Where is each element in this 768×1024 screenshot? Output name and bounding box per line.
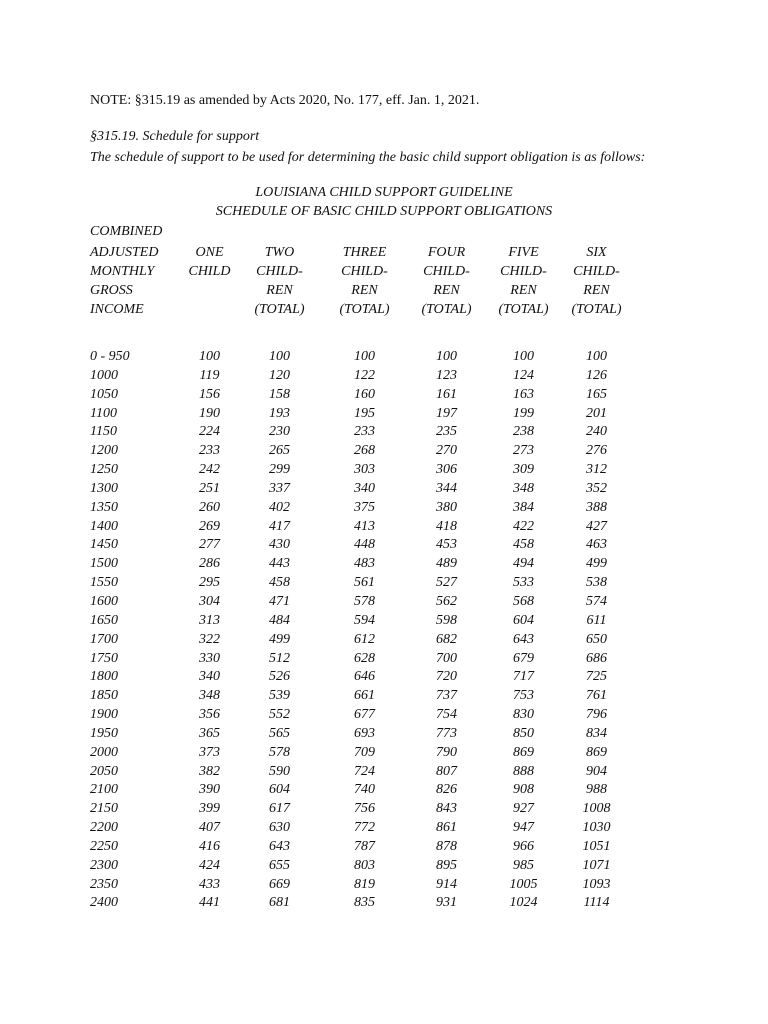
obligation-cell: 119	[199, 367, 220, 383]
obligation-cell: 382	[199, 763, 220, 779]
obligation-cell: 413	[354, 518, 375, 534]
header-line: MONTHLY	[90, 264, 155, 279]
obligation-cell: 538	[586, 575, 607, 591]
obligation-cell: 356	[199, 707, 220, 723]
income-cell: 1250	[90, 462, 118, 478]
obligation-cell: 340	[354, 480, 375, 496]
obligation-cell: 869	[586, 744, 607, 760]
income-cell: 1900	[90, 707, 118, 723]
header-two-children-column	[242, 243, 317, 319]
obligation-cell: 661	[354, 688, 375, 704]
obligation-cell: 269	[199, 518, 220, 534]
obligation-cell: 453	[436, 537, 457, 553]
obligation-cell: 526	[269, 669, 290, 685]
income-cell: 1200	[90, 443, 118, 459]
income-cell: 2100	[90, 782, 118, 798]
obligation-cell: 448	[354, 537, 375, 553]
obligation-cell: 276	[586, 443, 607, 459]
income-cell: 2350	[90, 876, 118, 892]
table-row	[0, 725, 768, 744]
obligation-cell: 914	[436, 876, 457, 892]
table-row	[0, 819, 768, 838]
obligation-cell: 313	[199, 612, 220, 628]
obligation-cell: 373	[199, 744, 220, 760]
income-cell: 1600	[90, 593, 118, 609]
table-row	[0, 857, 768, 876]
obligation-cell: 230	[269, 424, 290, 440]
obligation-cell: 724	[354, 763, 375, 779]
obligation-cell: 869	[513, 744, 534, 760]
obligation-cell: 850	[513, 725, 534, 741]
obligation-cell: 348	[513, 480, 534, 496]
obligation-cell: 966	[513, 838, 534, 854]
obligation-cell: 295	[199, 575, 220, 591]
header-line: INCOME	[90, 302, 144, 317]
income-cell: 2150	[90, 801, 118, 817]
obligation-cell: 819	[354, 876, 375, 892]
obligation-cell: 165	[586, 386, 607, 402]
income-cell: 1550	[90, 575, 118, 591]
obligation-cell: 552	[269, 707, 290, 723]
obligation-cell: 594	[354, 612, 375, 628]
obligation-cell: 443	[269, 556, 290, 572]
income-cell: 0 - 950	[90, 349, 130, 364]
obligation-cell: 499	[269, 631, 290, 647]
obligation-cell: 1071	[582, 857, 611, 873]
header-line: FIVE	[508, 245, 539, 260]
obligation-cell: 195	[354, 405, 375, 421]
obligation-cell: 463	[586, 537, 607, 553]
header-line: THREE	[342, 245, 387, 260]
obligation-cell: 725	[586, 669, 607, 685]
header-five-children-column	[486, 243, 561, 319]
table-row	[0, 894, 768, 913]
obligation-cell: 337	[269, 480, 290, 496]
obligation-cell: 303	[354, 462, 375, 478]
header-line: CHILD-	[500, 264, 547, 279]
income-cell: 1750	[90, 650, 118, 666]
obligation-cell: 340	[199, 669, 220, 685]
obligation-cell: 643	[269, 838, 290, 854]
obligation-cell: 100	[269, 349, 290, 364]
obligation-cell: 483	[354, 556, 375, 572]
obligation-cell: 122	[354, 367, 375, 383]
obligation-cell: 679	[513, 650, 534, 666]
obligation-cell: 100	[199, 349, 220, 364]
obligation-cell: 533	[513, 575, 534, 591]
obligation-cell: 773	[436, 725, 457, 741]
obligation-cell: 700	[436, 650, 457, 666]
obligation-cell: 238	[513, 424, 534, 440]
obligation-cell: 927	[513, 801, 534, 817]
obligation-cell: 433	[199, 876, 220, 892]
obligation-cell: 1114	[583, 895, 610, 911]
obligation-cell: 628	[354, 650, 375, 666]
table-row	[0, 593, 768, 612]
obligation-cell: 306	[436, 462, 457, 478]
table-row	[0, 706, 768, 725]
obligation-cell: 224	[199, 424, 220, 440]
obligation-cell: 270	[436, 443, 457, 459]
obligation-cell: 803	[354, 857, 375, 873]
obligation-cell: 375	[354, 499, 375, 515]
header-one-child-column	[172, 243, 247, 281]
obligation-cell: 772	[354, 820, 375, 836]
obligation-cell: 197	[436, 405, 457, 421]
header-line: TWO	[264, 245, 295, 260]
obligation-cell: 416	[199, 838, 220, 854]
table-row	[0, 574, 768, 593]
obligation-cell: 309	[513, 462, 534, 478]
obligation-cell: 160	[354, 386, 375, 402]
income-cell: 2400	[90, 895, 118, 911]
obligation-cell: 407	[199, 820, 220, 836]
obligation-cell: 458	[269, 575, 290, 591]
table-row	[0, 442, 768, 461]
header-line: FOUR	[427, 245, 466, 260]
income-cell: 1800	[90, 669, 118, 685]
obligation-cell: 1005	[509, 876, 538, 892]
obligation-cell: 277	[199, 537, 220, 553]
income-cell: 1850	[90, 688, 118, 704]
header-line: (TOTAL)	[254, 302, 305, 317]
obligation-cell: 988	[586, 782, 607, 798]
income-cell: 1000	[90, 367, 118, 383]
table-row	[0, 800, 768, 819]
obligation-cell: 390	[199, 782, 220, 798]
obligation-cell: 931	[436, 895, 457, 911]
table-row	[0, 631, 768, 650]
obligation-cell: 268	[354, 443, 375, 459]
income-cell: 1300	[90, 480, 118, 496]
obligation-cell: 611	[586, 612, 607, 628]
obligation-cell: 574	[586, 593, 607, 609]
table-row	[0, 536, 768, 555]
obligation-cell: 904	[586, 763, 607, 779]
obligation-cell: 1030	[582, 820, 611, 836]
table-row	[0, 367, 768, 386]
income-cell: 2250	[90, 838, 118, 854]
obligation-cell: 201	[586, 405, 607, 421]
header-combined: COMBINED	[90, 224, 163, 239]
obligation-cell: 681	[269, 895, 290, 911]
obligation-cell: 352	[586, 480, 607, 496]
table-row	[0, 555, 768, 574]
obligation-cell: 630	[269, 820, 290, 836]
obligation-cell: 754	[436, 707, 457, 723]
obligation-cell: 427	[586, 518, 607, 534]
obligation-cell: 895	[436, 857, 457, 873]
obligation-cell: 499	[586, 556, 607, 572]
header-line: CHILD-	[423, 264, 470, 279]
obligation-cell: 888	[513, 763, 534, 779]
obligation-cell: 265	[269, 443, 290, 459]
table-row	[0, 423, 768, 442]
obligation-cell: 199	[513, 405, 534, 421]
table-row	[0, 668, 768, 687]
obligation-cell: 693	[354, 725, 375, 741]
table-row	[0, 480, 768, 499]
obligation-cell: 761	[586, 688, 607, 704]
header-line: REN	[510, 283, 537, 298]
obligation-cell: 100	[354, 349, 375, 364]
obligation-cell: 598	[436, 612, 457, 628]
obligation-cell: 643	[513, 631, 534, 647]
table-row	[0, 650, 768, 669]
obligation-cell: 161	[436, 386, 457, 402]
income-cell: 2050	[90, 763, 118, 779]
obligation-cell: 790	[436, 744, 457, 760]
header-six-children-column	[559, 243, 634, 319]
obligation-cell: 686	[586, 650, 607, 666]
header-line: GROSS	[90, 283, 133, 298]
obligation-cell: 418	[436, 518, 457, 534]
header-line: (TOTAL)	[339, 302, 390, 317]
schedule-title: SCHEDULE OF BASIC CHILD SUPPORT OBLIGATIONS	[215, 204, 553, 219]
table-row	[0, 518, 768, 537]
obligation-cell: 484	[269, 612, 290, 628]
obligation-cell: 677	[354, 707, 375, 723]
income-cell: 1700	[90, 631, 118, 647]
obligation-cell: 299	[269, 462, 290, 478]
header-line: SIX	[586, 245, 607, 260]
obligation-cell: 260	[199, 499, 220, 515]
obligation-cell: 737	[436, 688, 457, 704]
header-line: CHILD-	[573, 264, 620, 279]
obligation-cell: 365	[199, 725, 220, 741]
amendment-note: NOTE: §315.19 as amended by Acts 2020, No. 177, eff. Jan. 1, 2021.	[90, 93, 480, 108]
header-line: CHILD-	[256, 264, 303, 279]
obligation-cell: 539	[269, 688, 290, 704]
table-row	[0, 781, 768, 800]
obligation-cell: 578	[354, 593, 375, 609]
header-four-children-column	[409, 243, 484, 319]
obligation-cell: 1024	[509, 895, 538, 911]
obligation-cell: 158	[269, 386, 290, 402]
table-row	[0, 838, 768, 857]
obligation-cell: 578	[269, 744, 290, 760]
obligation-cell: 233	[199, 443, 220, 459]
obligation-cell: 422	[513, 518, 534, 534]
obligation-cell: 304	[199, 593, 220, 609]
header-income-column	[90, 243, 180, 319]
header-line: REN	[351, 283, 378, 298]
guideline-title: LOUISIANA CHILD SUPPORT GUIDELINE	[255, 185, 513, 200]
obligation-cell: 617	[269, 801, 290, 817]
table-row	[0, 348, 768, 367]
header-line: ADJUSTED	[90, 245, 159, 260]
obligation-cell: 682	[436, 631, 457, 647]
obligation-cell: 458	[513, 537, 534, 553]
obligation-cell: 650	[586, 631, 607, 647]
obligation-cell: 740	[354, 782, 375, 798]
obligation-cell: 669	[269, 876, 290, 892]
header-line: (TOTAL)	[571, 302, 622, 317]
obligation-cell: 126	[586, 367, 607, 383]
obligation-cell: 753	[513, 688, 534, 704]
header-line: REN	[583, 283, 610, 298]
obligation-cell: 985	[513, 857, 534, 873]
income-cell: 1500	[90, 556, 118, 572]
obligation-cell: 717	[513, 669, 534, 685]
obligation-cell: 512	[269, 650, 290, 666]
header-line: REN	[266, 283, 293, 298]
obligation-cell: 1008	[582, 801, 611, 817]
obligation-cell: 565	[269, 725, 290, 741]
obligation-cell: 100	[586, 349, 607, 364]
obligation-cell: 330	[199, 650, 220, 666]
obligation-cell: 709	[354, 744, 375, 760]
obligation-cell: 878	[436, 838, 457, 854]
income-cell: 1450	[90, 537, 118, 553]
obligation-cell: 235	[436, 424, 457, 440]
table-row	[0, 876, 768, 895]
table-row	[0, 763, 768, 782]
obligation-cell: 242	[199, 462, 220, 478]
income-cell: 2300	[90, 857, 118, 873]
obligation-cell: 471	[269, 593, 290, 609]
obligation-cell: 430	[269, 537, 290, 553]
income-cell: 1100	[90, 405, 117, 421]
header-three-children-column	[327, 243, 402, 319]
obligation-cell: 123	[436, 367, 457, 383]
obligation-cell: 807	[436, 763, 457, 779]
obligation-cell: 590	[269, 763, 290, 779]
section-title: §315.19. Schedule for support	[90, 129, 260, 144]
obligation-cell: 348	[199, 688, 220, 704]
obligation-cell: 527	[436, 575, 457, 591]
obligation-cell: 273	[513, 443, 534, 459]
obligation-cell: 312	[586, 462, 607, 478]
obligation-cell: 384	[513, 499, 534, 515]
table-row	[0, 687, 768, 706]
table-row	[0, 499, 768, 518]
obligation-cell: 796	[586, 707, 607, 723]
obligation-cell: 322	[199, 631, 220, 647]
obligation-cell: 908	[513, 782, 534, 798]
income-cell: 1950	[90, 725, 118, 741]
obligation-cell: 399	[199, 801, 220, 817]
header-line: CHILD	[188, 264, 231, 279]
obligation-cell: 756	[354, 801, 375, 817]
income-cell: 1050	[90, 386, 118, 402]
obligation-cell: 612	[354, 631, 375, 647]
obligation-cell: 826	[436, 782, 457, 798]
obligation-cell: 190	[199, 405, 220, 421]
obligation-cell: 561	[354, 575, 375, 591]
table-row	[0, 386, 768, 405]
obligation-cell: 251	[199, 480, 220, 496]
obligation-cell: 286	[199, 556, 220, 572]
header-line: REN	[433, 283, 460, 298]
table-row	[0, 405, 768, 424]
income-cell: 1400	[90, 518, 118, 534]
obligation-cell: 417	[269, 518, 290, 534]
obligation-cell: 494	[513, 556, 534, 572]
obligation-cell: 489	[436, 556, 457, 572]
obligation-cell: 843	[436, 801, 457, 817]
obligation-cell: 835	[354, 895, 375, 911]
income-cell: 1650	[90, 612, 118, 628]
income-cell: 2200	[90, 820, 118, 836]
header-line: ONE	[195, 245, 224, 260]
obligation-cell: 344	[436, 480, 457, 496]
obligation-cell: 240	[586, 424, 607, 440]
table-row	[0, 612, 768, 631]
obligation-cell: 424	[199, 857, 220, 873]
obligation-cell: 568	[513, 593, 534, 609]
obligation-cell: 233	[354, 424, 375, 440]
obligation-cell: 1093	[582, 876, 611, 892]
income-cell: 1150	[90, 424, 117, 440]
obligation-cell: 604	[513, 612, 534, 628]
obligation-cell: 1051	[582, 838, 611, 854]
intro-paragraph: The schedule of support to be used for determining the basic child support obligation is as follows:	[90, 150, 646, 165]
obligation-cell: 947	[513, 820, 534, 836]
support-schedule-table	[0, 348, 768, 913]
obligation-cell: 124	[513, 367, 534, 383]
obligation-cell: 562	[436, 593, 457, 609]
table-row	[0, 744, 768, 763]
obligation-cell: 441	[199, 895, 220, 911]
obligation-cell: 100	[436, 349, 457, 364]
obligation-cell: 388	[586, 499, 607, 515]
obligation-cell: 646	[354, 669, 375, 685]
obligation-cell: 156	[199, 386, 220, 402]
obligation-cell: 120	[269, 367, 290, 383]
obligation-cell: 163	[513, 386, 534, 402]
table-row	[0, 461, 768, 480]
income-cell: 1350	[90, 499, 118, 515]
header-line: (TOTAL)	[421, 302, 472, 317]
obligation-cell: 193	[269, 405, 290, 421]
obligation-cell: 787	[354, 838, 375, 854]
obligation-cell: 402	[269, 499, 290, 515]
header-line: CHILD-	[341, 264, 388, 279]
obligation-cell: 830	[513, 707, 534, 723]
obligation-cell: 604	[269, 782, 290, 798]
obligation-cell: 655	[269, 857, 290, 873]
obligation-cell: 861	[436, 820, 457, 836]
obligation-cell: 720	[436, 669, 457, 685]
obligation-cell: 380	[436, 499, 457, 515]
obligation-cell: 100	[513, 349, 534, 364]
income-cell: 2000	[90, 744, 118, 760]
obligation-cell: 834	[586, 725, 607, 741]
header-line: (TOTAL)	[498, 302, 549, 317]
